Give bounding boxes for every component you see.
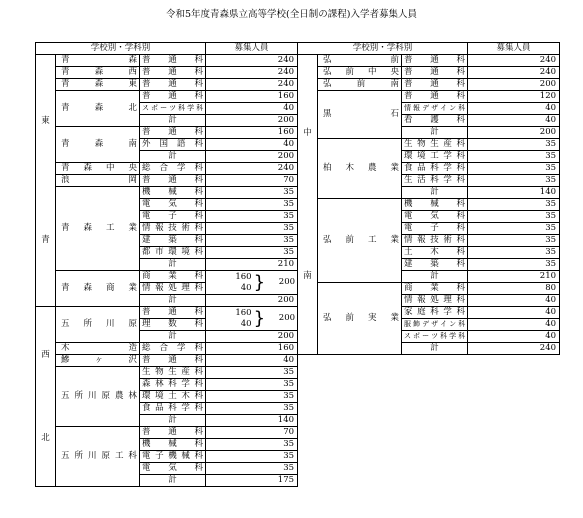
department-cell: 情 報 処 理 科 xyxy=(140,283,206,295)
school-name-cell: 五 所 川 原 農 林 xyxy=(56,367,140,427)
department-cell: 電 子 機 械 科 xyxy=(140,451,206,463)
table-row xyxy=(298,67,560,79)
combined-capacity-value: 200 xyxy=(278,277,296,287)
school-name-cell: 浪 岡 xyxy=(56,175,140,187)
subtotal-label-cell: 計 xyxy=(402,343,468,355)
capacity-value: 120 xyxy=(468,91,560,103)
department-cell: 普 通 科 xyxy=(140,427,206,439)
subtotal-value: 210 xyxy=(206,259,298,271)
table-row xyxy=(36,187,298,199)
capacity-value: 40 xyxy=(468,307,560,319)
subtotal-value: 200 xyxy=(206,151,298,163)
department-cell: 普 通 科 xyxy=(140,355,206,367)
school-name-cell: 青 森 東 xyxy=(56,79,140,91)
capacity-value: 35 xyxy=(206,367,298,379)
subtotal-value: 200 xyxy=(206,115,298,127)
department-cell: 普 通 科 xyxy=(402,79,468,91)
dept-capacity-value: 40 xyxy=(240,282,252,293)
capacity-value: 35 xyxy=(468,235,560,247)
left-capacity-table xyxy=(35,42,298,487)
header-school-dept: 学校別・学科別 xyxy=(36,43,206,55)
school-name-cell: 柏 木 農 業 xyxy=(318,139,402,199)
school-name-cell: 青 森 中 央 xyxy=(56,163,140,175)
capacity-value: 40 xyxy=(468,295,560,307)
paired-capacity-cell xyxy=(206,307,298,331)
school-name-cell: 五 所 川 原 工 科 xyxy=(56,427,140,487)
department-cell: 食 品 科 学 科 xyxy=(140,403,206,415)
capacity-value: 40 xyxy=(468,103,560,115)
department-cell: 商 業 科 xyxy=(402,283,468,295)
region-label-char: 青 xyxy=(41,235,50,245)
subtotal-label-cell: 計 xyxy=(402,127,468,139)
subtotal-value: 140 xyxy=(468,187,560,199)
capacity-value: 35 xyxy=(468,163,560,175)
school-name-cell: 木 造 xyxy=(56,343,140,355)
department-cell: 普 通 科 xyxy=(140,127,206,139)
school-name-cell: 弘 前 xyxy=(318,55,402,67)
table-row xyxy=(298,199,560,211)
subtotal-label-cell: 計 xyxy=(140,331,206,343)
department-cell: 都 市 環 境 科 xyxy=(140,247,206,259)
capacity-value: 35 xyxy=(206,235,298,247)
table-row xyxy=(36,343,298,355)
school-name-cell: 弘 前 工 業 xyxy=(318,199,402,283)
table-row xyxy=(298,139,560,151)
capacity-value: 35 xyxy=(206,187,298,199)
school-name-cell: 弘 前 実 業 xyxy=(318,283,402,355)
region-label-char: 南 xyxy=(303,271,312,281)
capacity-value: 35 xyxy=(206,391,298,403)
region-label-char: 中 xyxy=(303,128,312,138)
capacity-value: 70 xyxy=(206,175,298,187)
capacity-value: 40 xyxy=(206,139,298,151)
department-cell: 情 報 処 理 科 xyxy=(402,295,468,307)
table-row xyxy=(298,283,560,295)
region-cell xyxy=(36,55,56,307)
department-cell: 商 業 科 xyxy=(140,271,206,283)
subtotal-value: 175 xyxy=(206,475,298,487)
paired-capacity-cell xyxy=(206,271,298,295)
table-row xyxy=(36,163,298,175)
department-cell: 総 合 学 科 xyxy=(140,343,206,355)
department-cell: 理 数 科 xyxy=(140,319,206,331)
dept-capacity-value: 40 xyxy=(240,318,252,329)
capacity-value: 240 xyxy=(206,163,298,175)
subtotal-label-cell: 計 xyxy=(140,475,206,487)
department-cell: 総 合 学 科 xyxy=(140,163,206,175)
table-row xyxy=(36,271,298,283)
department-cell: 環 境 土 木 科 xyxy=(140,391,206,403)
department-cell: 普 通 科 xyxy=(140,307,206,319)
department-cell: 電 気 科 xyxy=(140,199,206,211)
capacity-value: 40 xyxy=(468,115,560,127)
region-label-char: 北 xyxy=(41,433,50,443)
table-row xyxy=(36,91,298,103)
capacity-value: 35 xyxy=(468,199,560,211)
department-cell: 普 通 科 xyxy=(140,67,206,79)
brace-icon: } xyxy=(253,307,266,329)
department-cell: 普 通 科 xyxy=(140,79,206,91)
capacity-value: 200 xyxy=(468,79,560,91)
capacity-value: 35 xyxy=(468,151,560,163)
department-cell: 普 通 科 xyxy=(140,175,206,187)
region-label-char: 西 xyxy=(41,350,50,360)
table-row xyxy=(36,127,298,139)
combined-capacity-value: 200 xyxy=(278,313,296,323)
department-cell: 生 物 生 産 科 xyxy=(402,139,468,151)
capacity-value: 35 xyxy=(206,403,298,415)
capacity-value: 40 xyxy=(206,355,298,367)
department-cell: 建 築 科 xyxy=(140,235,206,247)
table-row xyxy=(36,55,298,67)
table-row xyxy=(36,175,298,187)
capacity-value: 240 xyxy=(206,55,298,67)
capacity-value: 240 xyxy=(468,67,560,79)
table-header-row xyxy=(298,43,560,55)
table-row xyxy=(36,427,298,439)
department-cell: 服 飾 デ ザ イ ン 科 xyxy=(402,319,468,331)
capacity-value: 160 xyxy=(206,343,298,355)
capacity-value: 240 xyxy=(206,67,298,79)
capacity-value: 35 xyxy=(468,175,560,187)
capacity-value: 35 xyxy=(206,439,298,451)
capacity-value: 160 xyxy=(206,91,298,103)
subtotal-label-cell: 計 xyxy=(402,271,468,283)
table-row xyxy=(298,55,560,67)
school-name-cell: 青 森 北 xyxy=(56,91,140,127)
department-cell: 生 物 生 産 科 xyxy=(140,367,206,379)
department-cell: 機 械 科 xyxy=(402,199,468,211)
department-cell: 普 通 科 xyxy=(402,91,468,103)
school-name-cell: 青 森 商 業 xyxy=(56,271,140,307)
capacity-value: 70 xyxy=(206,427,298,439)
department-cell: 普 通 科 xyxy=(402,55,468,67)
subtotal-label-cell: 計 xyxy=(140,259,206,271)
department-cell: 情 報 技 術 科 xyxy=(402,235,468,247)
school-name-cell: 青 森 工 業 xyxy=(56,187,140,271)
department-cell: 食 品 科 学 科 xyxy=(402,163,468,175)
dept-capacity-value: 160 xyxy=(235,307,252,318)
right-capacity-table xyxy=(297,42,560,355)
capacity-value: 240 xyxy=(468,55,560,67)
subtotal-label-cell: 計 xyxy=(140,151,206,163)
subtotal-value: 200 xyxy=(206,295,298,307)
department-cell: 情 報 技 術 科 xyxy=(140,223,206,235)
subtotal-value: 240 xyxy=(468,343,560,355)
school-name-cell: 鰺 ヶ 沢 xyxy=(56,355,140,367)
table-row xyxy=(298,79,560,91)
subtotal-value: 140 xyxy=(206,415,298,427)
subtotal-label-cell: 計 xyxy=(140,295,206,307)
capacity-value: 35 xyxy=(468,259,560,271)
department-cell: 生 活 科 学 科 xyxy=(402,175,468,187)
capacity-value: 40 xyxy=(206,103,298,115)
department-cell: 機 械 科 xyxy=(140,187,206,199)
subtotal-value: 200 xyxy=(206,331,298,343)
subtotal-label-cell: 計 xyxy=(402,187,468,199)
page-title: 令和5年度青森県立高等学校(全日制の課程)入学者募集人員 xyxy=(166,9,417,20)
capacity-value: 40 xyxy=(468,319,560,331)
department-cell: 建 築 科 xyxy=(402,259,468,271)
capacity-value: 35 xyxy=(206,451,298,463)
capacity-value: 35 xyxy=(206,223,298,235)
department-cell: 普 通 科 xyxy=(402,67,468,79)
capacity-value: 35 xyxy=(468,211,560,223)
subtotal-label-cell: 計 xyxy=(140,115,206,127)
subtotal-value: 200 xyxy=(468,127,560,139)
school-name-cell: 青 森 南 xyxy=(56,127,140,163)
school-name-cell: 青 森 西 xyxy=(56,67,140,79)
capacity-value: 35 xyxy=(468,139,560,151)
table-row xyxy=(36,307,298,319)
department-cell: 外 国 語 科 xyxy=(140,139,206,151)
department-cell: 情 報 デ ザ イ ン 科 xyxy=(402,103,468,115)
table-row xyxy=(36,355,298,367)
department-cell: 家 庭 科 学 科 xyxy=(402,307,468,319)
capacity-value: 35 xyxy=(206,463,298,475)
region-cell xyxy=(36,307,56,487)
region-cell xyxy=(298,55,318,355)
school-name-cell: 弘 前 中 央 xyxy=(318,67,402,79)
header-school-dept: 学校別・学科別 xyxy=(298,43,468,55)
department-cell: 森 林 科 学 科 xyxy=(140,379,206,391)
subtotal-value: 210 xyxy=(468,271,560,283)
department-cell: 電 子 科 xyxy=(402,223,468,235)
department-cell: 環 境 工 学 科 xyxy=(402,151,468,163)
capacity-value: 240 xyxy=(206,79,298,91)
school-name-cell: 弘 前 南 xyxy=(318,79,402,91)
capacity-value: 35 xyxy=(468,223,560,235)
department-cell: 普 通 科 xyxy=(140,91,206,103)
table-row xyxy=(36,367,298,379)
school-name-cell: 黒 石 xyxy=(318,91,402,139)
header-capacity: 募集人員 xyxy=(206,43,298,55)
region-label-char: 東 xyxy=(41,116,50,126)
department-cell: 機 械 科 xyxy=(140,439,206,451)
header-capacity: 募集人員 xyxy=(468,43,560,55)
capacity-value: 35 xyxy=(206,211,298,223)
department-cell: 電 気 科 xyxy=(402,211,468,223)
capacity-value: 80 xyxy=(468,283,560,295)
table-header-row xyxy=(36,43,298,55)
department-cell: 普 通 科 xyxy=(140,55,206,67)
capacity-value: 40 xyxy=(468,331,560,343)
department-cell: 電 子 科 xyxy=(140,211,206,223)
capacity-value: 35 xyxy=(468,247,560,259)
capacity-value: 160 xyxy=(206,127,298,139)
capacity-value: 35 xyxy=(206,199,298,211)
table-row xyxy=(36,79,298,91)
brace-icon: } xyxy=(253,271,266,293)
capacity-value: 35 xyxy=(206,379,298,391)
department-cell: 看 護 科 xyxy=(402,115,468,127)
department-cell: 土 木 科 xyxy=(402,247,468,259)
school-name-cell: 五 所 川 原 xyxy=(56,307,140,343)
department-cell: ス ポ ー ツ 科 学 科 xyxy=(140,103,206,115)
school-name-cell: 青 森 xyxy=(56,55,140,67)
subtotal-label-cell: 計 xyxy=(140,415,206,427)
department-cell: ス ポ ー ツ 科 学 科 xyxy=(402,331,468,343)
capacity-value: 35 xyxy=(206,247,298,259)
table-row xyxy=(36,67,298,79)
department-cell: 電 気 科 xyxy=(140,463,206,475)
table-row xyxy=(298,91,560,103)
dept-capacity-value: 160 xyxy=(235,271,252,282)
